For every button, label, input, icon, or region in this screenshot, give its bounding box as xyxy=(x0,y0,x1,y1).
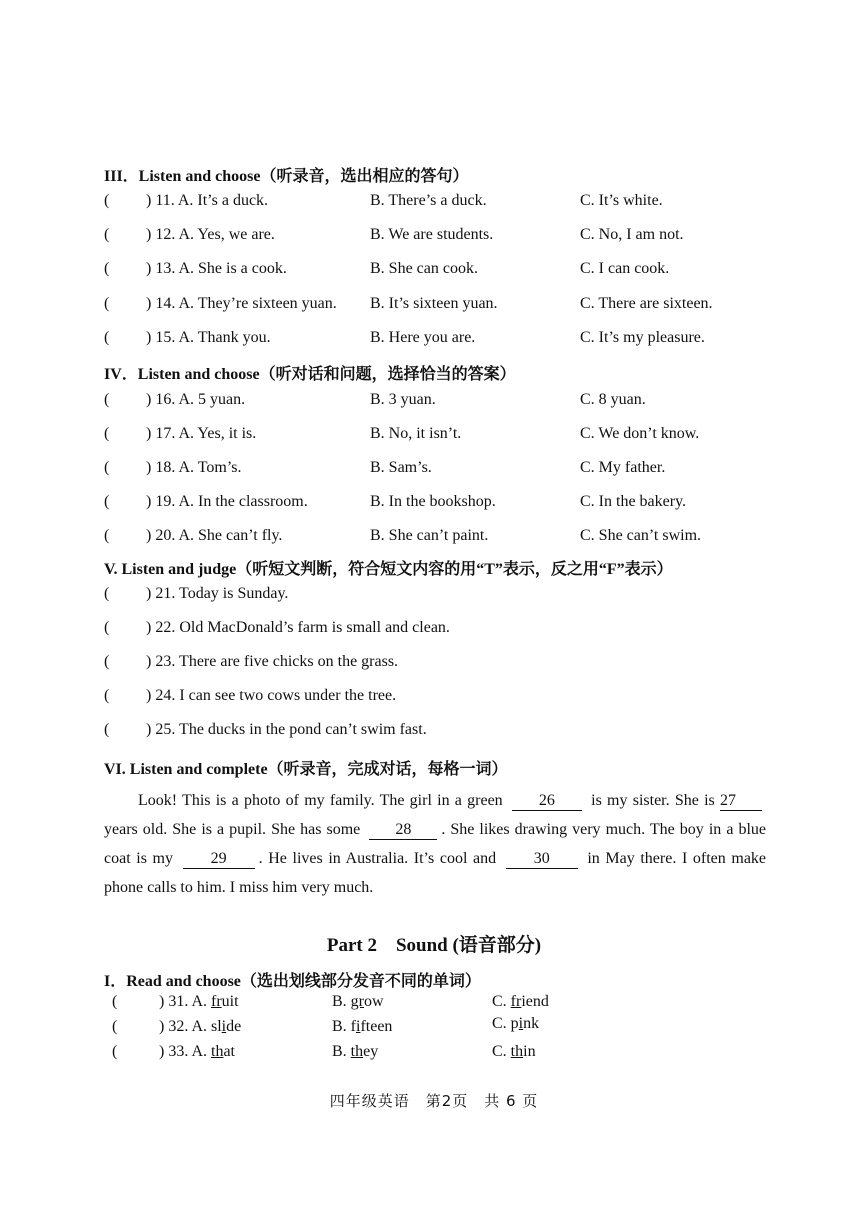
question-17 xyxy=(104,425,804,449)
answer-bracket[interactable]: ( xyxy=(104,687,110,704)
underlined-letters: i xyxy=(518,1015,524,1032)
option-c: C. 8 yuan. xyxy=(580,391,646,408)
statement: ) 25. The ducks in the pond can’t swim fast. xyxy=(146,721,427,738)
underlined-letters: i xyxy=(221,1018,227,1035)
option-b: B. She can’t paint. xyxy=(370,527,489,544)
question-11 xyxy=(104,192,804,216)
blank-27[interactable]: 27 xyxy=(720,792,762,811)
question-25 xyxy=(104,721,804,745)
option-c: C. We don’t know. xyxy=(580,425,700,442)
question-22 xyxy=(104,619,804,643)
option-c: C. No, I am not. xyxy=(580,226,684,243)
option-c: C. It’s white. xyxy=(580,192,663,209)
option-b: B. We are students. xyxy=(370,226,494,243)
option-a: ) 16. A. 5 yuan. xyxy=(146,391,246,408)
blank-30[interactable]: 30 xyxy=(506,850,578,869)
option-b: B. 3 yuan. xyxy=(370,391,436,408)
passage-text: in May there. I often make phone calls to him. I miss him very much. xyxy=(104,850,767,896)
option-c: C. In the bakery. xyxy=(580,493,687,510)
page-footer: 四年级英语 第2页 共 6 页 xyxy=(329,1092,539,1110)
option-b: B. Here you are. xyxy=(370,329,476,346)
option-b: B. No, it isn’t. xyxy=(370,425,462,442)
section-4-heading: IV．Listen and choose（听对话和问题，选择恰当的答案） xyxy=(104,366,516,383)
answer-bracket[interactable]: ( xyxy=(112,1018,118,1035)
answer-bracket[interactable]: ( xyxy=(104,295,110,312)
passage-text: . She likes drawing very much. The boy in a blue coat is my xyxy=(104,821,767,867)
answer-bracket[interactable]: ( xyxy=(104,226,110,243)
section-6-heading: VI. Listen and complete（听录音，完成对话，每格一词） xyxy=(104,761,508,778)
answer-bracket[interactable]: ( xyxy=(104,721,110,738)
question-12 xyxy=(104,226,804,250)
statement: ) 22. Old MacDonald’s farm is small and clean. xyxy=(146,619,450,636)
part-2-section-1-heading: I．Read and choose（选出划线部分发音不同的单词） xyxy=(104,973,481,990)
option-b: B. It’s sixteen yuan. xyxy=(370,295,498,312)
answer-bracket[interactable]: ( xyxy=(104,391,110,408)
section-3-heading: III．Listen and choose（听录音，选出相应的答句） xyxy=(104,168,469,185)
option-c: C. friend xyxy=(492,993,549,1010)
option-a: ) 12. A. Yes, we are. xyxy=(146,226,275,243)
statement: ) 23. There are five chicks on the grass. xyxy=(146,653,399,670)
part-2-title: Part 2 Sound (语音部分) xyxy=(326,935,542,956)
option-a: ) 33. A. that xyxy=(159,1043,235,1060)
option-c: C. My father. xyxy=(580,459,666,476)
question-14 xyxy=(104,295,804,319)
underlined-letters: th xyxy=(510,1043,524,1060)
option-a: ) 11. A. It’s a duck. xyxy=(146,192,269,209)
underlined-letters: gr xyxy=(350,993,364,1010)
question-19 xyxy=(104,493,804,517)
statement: ) 24. I can see two cows under the tree. xyxy=(146,687,397,704)
option-a: ) 31. A. fruit xyxy=(159,993,239,1010)
option-c: C. She can’t swim. xyxy=(580,527,702,544)
blank-29[interactable]: 29 xyxy=(183,850,255,869)
underlined-letters: th xyxy=(350,1043,364,1060)
option-a: ) 20. A. She can’t fly. xyxy=(146,527,283,544)
blank-28[interactable]: 28 xyxy=(369,821,437,840)
option-a: ) 15. A. Thank you. xyxy=(146,329,271,346)
answer-bracket[interactable]: ( xyxy=(104,459,110,476)
blank-26[interactable]: 26 xyxy=(512,792,582,811)
option-a: ) 13. A. She is a cook. xyxy=(146,260,287,277)
answer-bracket[interactable]: ( xyxy=(104,192,110,209)
underlined-letters: fr xyxy=(211,993,222,1010)
option-b: B. Sam’s. xyxy=(370,459,432,476)
underlined-letters: i xyxy=(356,1018,361,1035)
answer-bracket[interactable]: ( xyxy=(104,329,110,346)
option-b: B. grow xyxy=(332,993,384,1010)
passage-text: Look! This is a photo of my family. The girl in a green xyxy=(138,792,503,809)
passage-text: years old. She is a pupil. She has some xyxy=(104,821,361,838)
option-b: B. She can cook. xyxy=(370,260,478,277)
option-c: C. There are sixteen. xyxy=(580,295,713,312)
answer-bracket[interactable]: ( xyxy=(104,425,110,442)
option-a: ) 18. A. Tom’s. xyxy=(146,459,242,476)
answer-bracket[interactable]: ( xyxy=(104,653,110,670)
section-5-heading: V. Listen and judge（听短文判断，符合短文内容的用“T”表示，反之用“F”表示） xyxy=(104,561,673,578)
answer-bracket[interactable]: ( xyxy=(112,1043,118,1060)
question-16 xyxy=(104,391,804,415)
underlined-letters: fr xyxy=(510,993,522,1010)
option-b: B. In the bookshop. xyxy=(370,493,496,510)
option-a: ) 17. A. Yes, it is. xyxy=(146,425,257,442)
option-a: ) 14. A. They’re sixteen yuan. xyxy=(146,295,337,312)
question-24 xyxy=(104,687,804,711)
option-c: C. pink xyxy=(492,1015,540,1032)
option-a: ) 19. A. In the classroom. xyxy=(146,493,308,510)
option-c: C. It’s my pleasure. xyxy=(580,329,705,346)
question-13 xyxy=(104,260,804,284)
cloze-passage xyxy=(104,786,766,902)
passage-text: is my sister. She is xyxy=(591,792,715,809)
question-23 xyxy=(104,653,804,677)
answer-bracket[interactable]: ( xyxy=(104,619,110,636)
passage-text: . He lives in Australia. It’s cool and xyxy=(258,850,497,867)
option-b: B. There’s a duck. xyxy=(370,192,487,209)
option-b: B. fifteen xyxy=(332,1018,393,1035)
question-21 xyxy=(104,585,804,609)
option-c: C. I can cook. xyxy=(580,260,670,277)
question-15 xyxy=(104,329,804,353)
answer-bracket[interactable]: ( xyxy=(104,527,110,544)
answer-bracket[interactable]: ( xyxy=(104,493,110,510)
answer-bracket[interactable]: ( xyxy=(104,260,110,277)
option-c: C. thin xyxy=(492,1043,536,1060)
question-18 xyxy=(104,459,804,483)
answer-bracket[interactable]: ( xyxy=(104,585,110,602)
option-a: ) 32. A. slide xyxy=(159,1018,242,1035)
question-20 xyxy=(104,527,804,551)
answer-bracket[interactable]: ( xyxy=(112,993,118,1010)
statement: ) 21. Today is Sunday. xyxy=(146,585,289,602)
option-b: B. they xyxy=(332,1043,379,1060)
underlined-letters: th xyxy=(211,1043,224,1060)
